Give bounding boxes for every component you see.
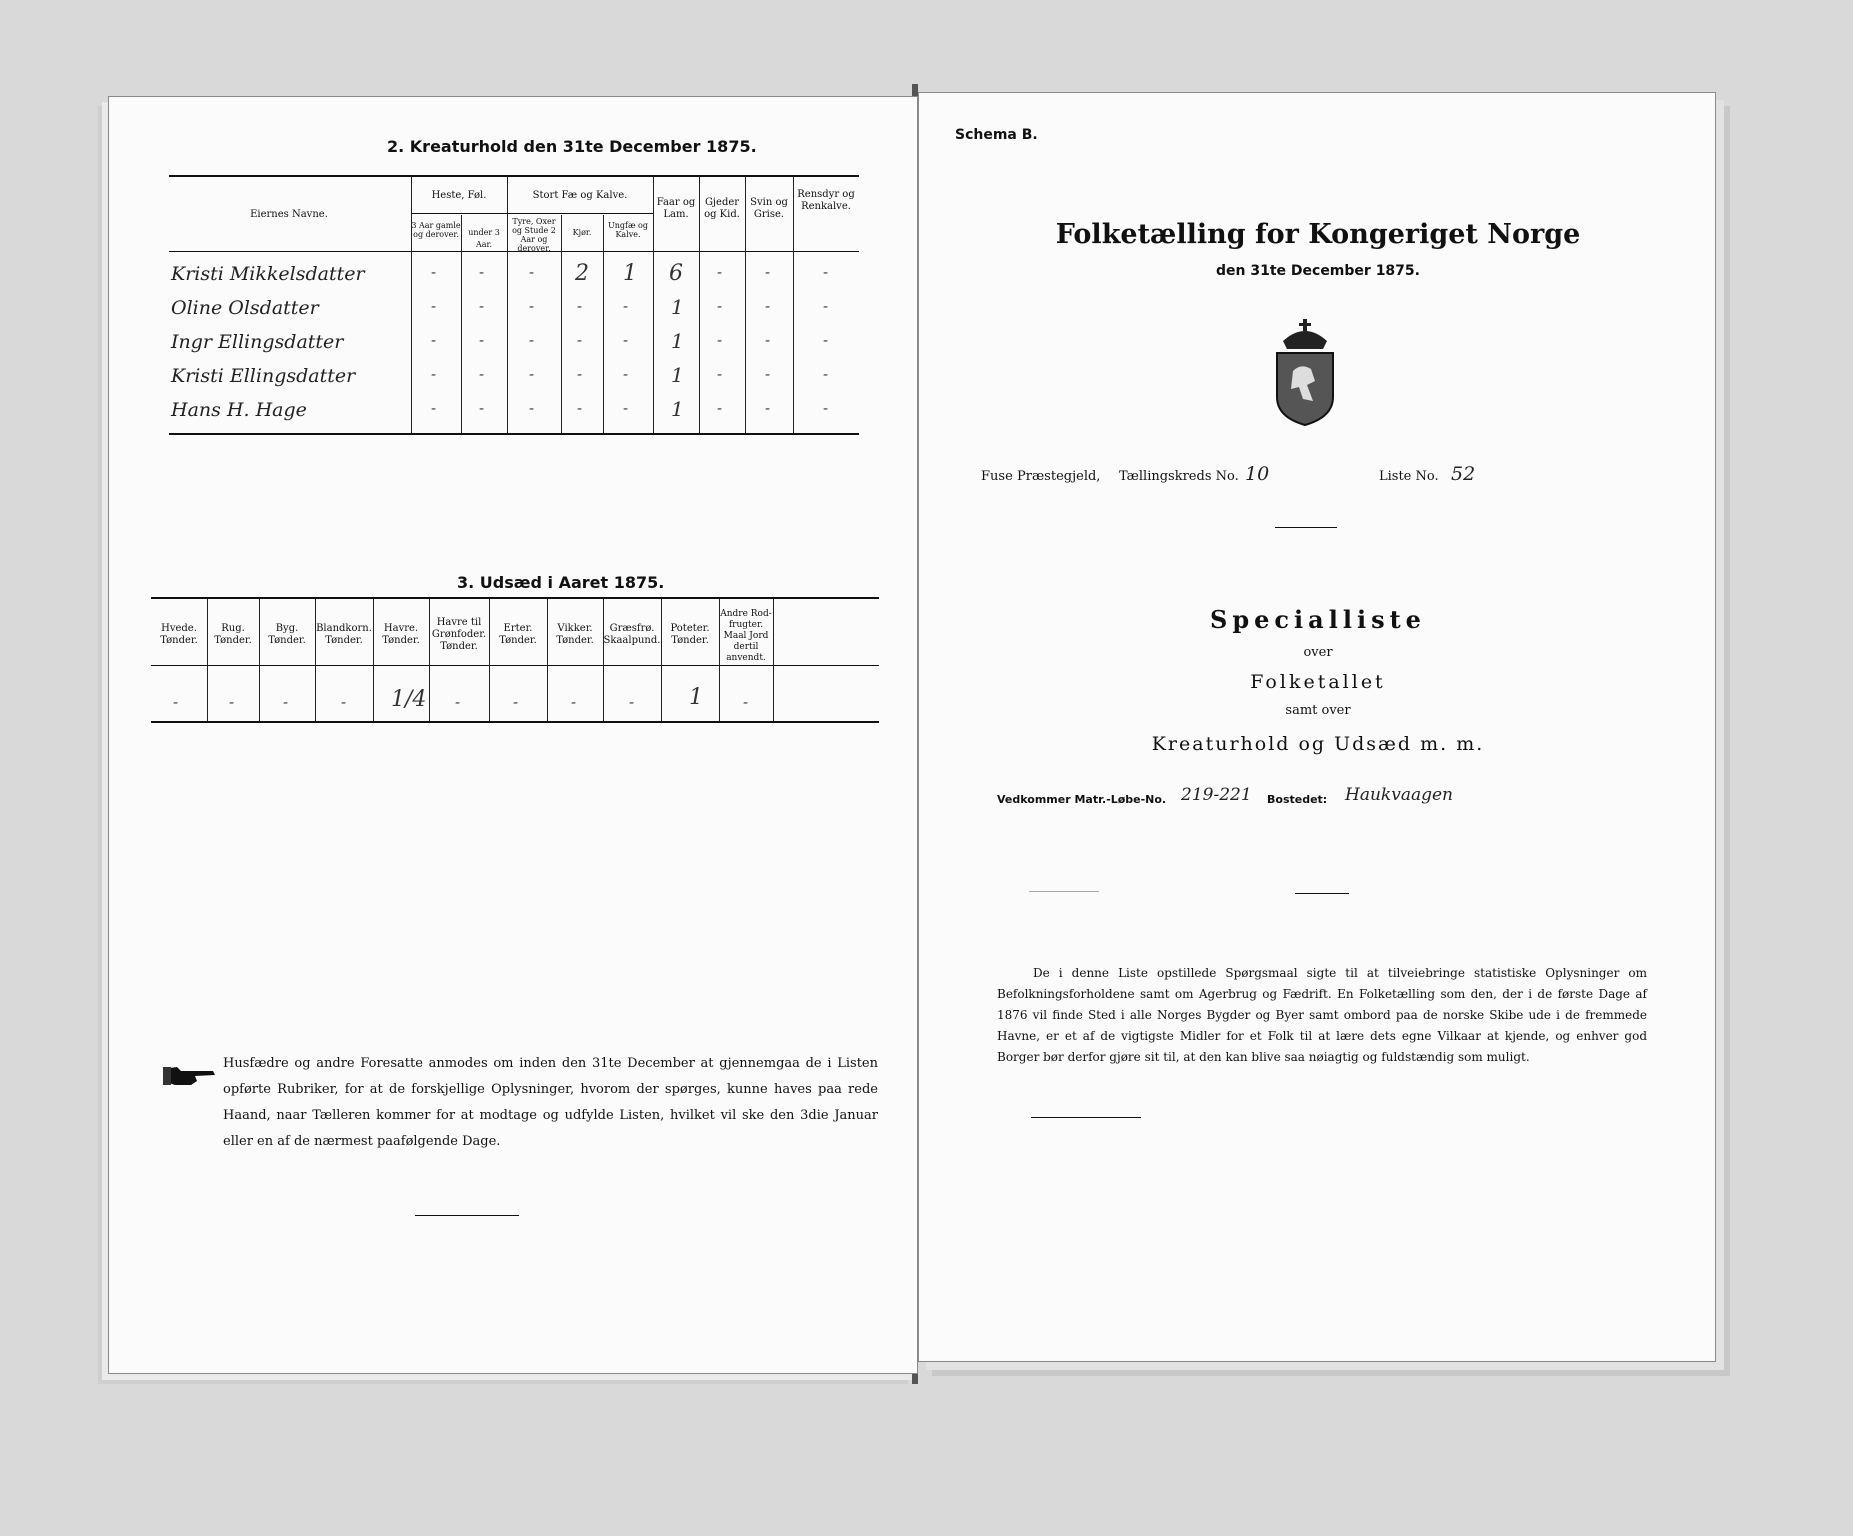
divider [1275,527,1337,528]
count-cell: - [623,365,629,383]
count-cell: - [823,263,829,281]
count-cell: - [479,399,485,417]
seed-cell: - [283,693,289,711]
count-cell: - [823,297,829,315]
owner-name: Kristi Mikkelsdatter [171,263,365,285]
folketallet-heading: Folketallet [1250,671,1386,693]
seed-col-header: Poteter. Tønder. [670,623,710,646]
over-text: over [1303,645,1333,660]
krets-number: 10 [1245,463,1270,485]
count-cell: - [577,399,583,417]
count-cell: - [623,399,629,417]
main-subtitle: den 31te December 1875. [1216,263,1420,279]
count-cell: - [765,331,771,349]
count-cell: - [823,331,829,349]
count-cell: - [431,365,437,383]
owner-name: Hans H. Hage [171,399,307,421]
col-header: under 3 Aar. [468,228,500,249]
divider [1031,1117,1141,1118]
col-header: Faar og Lam. [656,197,696,220]
section3-title: 3. Udsæd i Aaret 1875. [457,573,665,592]
horses-group-header: Heste, Føl. [431,190,487,201]
owner-name: Kristi Ellingsdatter [171,365,356,387]
count-cell: - [479,263,485,281]
count-cell: - [431,297,437,315]
coat-of-arms-icon [1263,315,1347,427]
section2-title: 2. Kreaturhold den 31te December 1875. [387,137,757,156]
col-header: Tyre, Oxer og Stude 2 Aar og derover. [512,217,556,253]
col-header: Svin og Grise. [750,197,788,220]
seed-cell: - [743,693,749,711]
seed-col-header: Byg. Tønder. [268,623,306,646]
cattle-group-header: Stort Fæ og Kalve. [532,190,628,201]
owner-names-header: Eiernes Navne. [250,209,328,220]
count-cell: - [823,399,829,417]
prestegjeld-label: Præstegjeld, [1017,469,1101,484]
divider [415,1215,519,1216]
bostedet-value: Haukvaagen [1345,785,1453,805]
matr-label: Vedkommer Matr.-Løbe-No. [997,793,1167,806]
liste-number: 52 [1451,463,1476,485]
krets-label: Tællingskreds No. [1119,469,1239,484]
count-cell: - [765,263,771,281]
count-cell: - [765,399,771,417]
count-cell: - [529,331,535,349]
count-cell: - [623,297,629,315]
seed-cell: - [229,693,235,711]
seed-cell: - [571,693,577,711]
instructions-note: Husfædre og andre Foresatte anmodes om inden den 31te December at gjennemgaa de i Listen opførte Rubriker, for at de forskjellige Oplysninger, hvorom der spørges, kunne haves paa rede Haand, naar Tælleren kommer for at modtage og udfylde Listen, hvilket vil ske den 3die Januar eller en af de nærmest paafølgende Dage. [223,1056,878,1149]
seed-col-header: Havre til Grønfoder. Tønder. [431,617,487,652]
seed-cell: - [513,693,519,711]
count-cell: 1 [671,397,684,421]
count-cell: - [823,365,829,383]
count-cell: - [765,297,771,315]
count-cell: - [717,297,723,315]
left-page [108,96,918,1374]
count-cell: - [717,263,723,281]
seed-col-header: Blandkorn. Tønder. [316,623,372,646]
matr-number: 219-221 [1181,785,1252,805]
divider [1295,893,1349,894]
count-cell: - [529,365,535,383]
col-header: Ungfæ og Kalve. [608,221,648,239]
seed-cell: - [173,693,179,711]
info-paragraph: De i denne Liste opstillede Spørgsmaal sigte til at tilveiebringe statistiske Oplysninger om Befolkningsforholdene samt om Agerbrug og Fædrift. En Folketælling som den, der i de første Dage af 1876 vil finde Sted i alle Norges Bygder og Byer samt ombord paa de norske Skibe ude i de fremmede Havne, er et af de vigtigste Midler for et Folk til at lære dets egne Vilkaar at kjende, og enhver god Borger bør derfor gjøre sit til, at den kan blive saa nøiagtig og fuldstændig som muligt. [997,966,1647,1064]
count-cell: - [431,331,437,349]
seed-col-header: Andre Rod- frugter. Maal Jord dertil anvendt. [720,609,772,663]
count-cell: - [479,365,485,383]
count-cell: - [529,297,535,315]
liste-label: Liste No. [1379,469,1439,484]
pointing-hand-icon [161,1063,217,1089]
count-cell: - [577,297,583,315]
parish-name: Fuse [981,469,1013,484]
main-title: Folketælling for Kongeriget Norge [1055,219,1581,250]
count-cell: - [479,331,485,349]
col-header: Rensdyr og Renkalve. [797,189,855,212]
count-cell: - [529,263,535,281]
count-cell: - [431,399,437,417]
seed-cell: - [341,693,347,711]
col-header: Gjeder og Kid. [704,197,740,220]
schema-label: Schema B. [955,127,1038,143]
right-page [918,92,1716,1362]
seed-col-header: Erter. Tønder. [499,623,537,646]
seed-col-header: Vikker. Tønder. [556,623,594,646]
seed-col-header: Havre. Tønder. [382,623,420,646]
count-cell: - [431,263,437,281]
count-cell: - [717,331,723,349]
seed-col-header: Græsfrø. Skaalpund. [603,623,661,646]
count-cell: 6 [669,261,683,286]
count-cell: - [577,365,583,383]
count-cell: - [717,399,723,417]
count-cell: 1 [671,329,684,353]
owner-name: Oline Olsdatter [171,297,319,319]
count-cell: - [765,365,771,383]
owner-name: Ingr Ellingsdatter [171,331,344,353]
seed-col-header: Hvede. Tønder. [160,623,198,646]
samt-over-text: samt over [1285,703,1351,718]
col-header: Kjør. [572,228,592,237]
count-cell: - [479,297,485,315]
seed-cell: 1 [689,685,703,710]
seed-cell: 1/4 [391,687,427,712]
col-header: 3 Aar gamle og derover. [411,221,461,239]
count-cell: - [529,399,535,417]
count-cell: 1 [671,295,684,319]
seed-cell: - [455,693,461,711]
bostedet-label: Bostedet: [1267,793,1328,806]
count-cell: - [717,365,723,383]
count-cell: - [577,331,583,349]
seed-cell: - [629,693,635,711]
specialliste-heading: Specialliste [1210,605,1426,634]
count-cell: 1 [623,261,637,286]
kreaturhold-heading: Kreaturhold og Udsæd m. m. [1151,733,1485,755]
count-cell: 1 [671,363,684,387]
count-cell: 2 [575,261,589,286]
faint-divider [1029,891,1099,892]
seed-col-header: Rug. Tønder. [214,623,252,646]
count-cell: - [623,331,629,349]
